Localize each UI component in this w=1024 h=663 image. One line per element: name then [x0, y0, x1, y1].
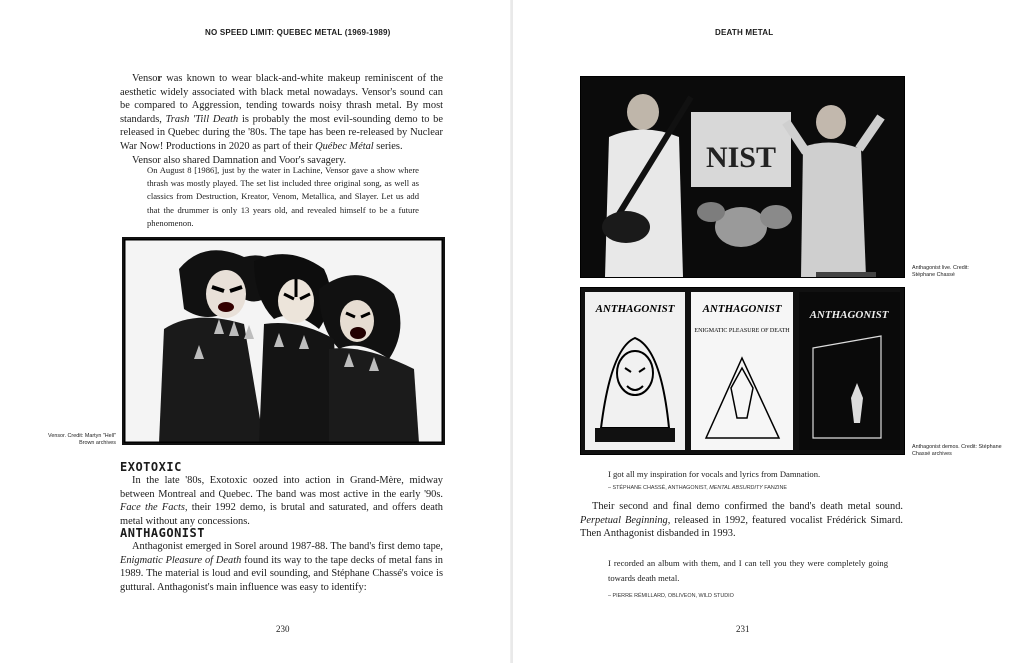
- langlois-quote: [147, 164, 419, 247]
- vensor-photo-caption: Vensor. Credit: Martyn "Hell" Brown archives: [48, 433, 116, 446]
- remillard-quote: [608, 556, 888, 603]
- chasse-quote: [608, 468, 908, 495]
- quote2-attribution: – PIERRE RÉMILLARD, OBLIVEON, WILD STUDIO: [608, 593, 734, 599]
- live-band-image: [581, 77, 904, 277]
- quote1-text: I got all my inspiration for vocals and lyrics from Damnation.: [608, 469, 821, 479]
- live-photo-caption: Anthagonist live. Credit: Stéphane Chassé: [912, 265, 969, 278]
- exotoxic-paragraph: In the late '80s, Exotoxic oozed into action in Grand-Mère, midway between Montreal and Quebec. The band was most active in the early '90s. Face the Facts, their 1992 demo, is brutal and saturated, and offers death metal without any concessions.: [120, 475, 443, 527]
- page-number-left: 230: [276, 624, 290, 634]
- cover-2-title: ENIGMATIC PLEASURE OF DEATH: [694, 328, 790, 334]
- anthagonist-text: [120, 540, 443, 594]
- anthagonist-demos-photo: [580, 287, 905, 455]
- right-paragraph: Their second and final demo confirmed the band's death metal sound. Perpetual Beginning, released in 1992, featured vocalist Frédérick Simard. Then Anthagonist disbanded in 1993.: [580, 501, 904, 540]
- intro-line-2: Vensor also shared Damnation and Voor's savagery.: [132, 154, 347, 166]
- anthagonist-paragraph: Anthagonist emerged in Sorel around 1987-88. The band's first demo tape, Enigmatic Pleasure of Death found its way to the tape decks of metal fans in 1989. The material is loud and evil sounding, and Stéphane Chassé's voice is guttural. Anthagonist's main influence was easy to identify:: [120, 541, 443, 593]
- section-title-exotoxic: EXOTOXIC: [120, 460, 182, 474]
- quote2-text: I recorded an album with them, and I can tell you they were completely going towards death metal.: [608, 558, 888, 583]
- cover-3-logo: ANTHAGONIST: [809, 309, 889, 321]
- demo-cover-2: [691, 292, 793, 450]
- vensor-band-image: [124, 239, 443, 443]
- demo-cover-3: [799, 292, 900, 450]
- running-head-left: NO SPEED LIMIT: QUEBEC METAL (1969-1989): [205, 28, 391, 37]
- quote1-attribution: – STÉPHANE CHASSÉ, ANTHAGONIST, MENTAL ABSURDITY FANZINE: [608, 485, 788, 492]
- page-number-right: 231: [736, 624, 750, 634]
- cover-2-logo: ANTHAGONIST: [702, 303, 782, 315]
- quote-text: On August 8 [1986], just by the water in Lachine, Vensor gave a show where thrash was mostly played. The set list included three original song, as well as classics from Destruction, Kreator, Venom, Metallica, and Slayer. Let us add that the drummer is only 13 years old, and revealed himself to be a future phenomenon.: [147, 165, 419, 228]
- section-title-anthagonist: ANTHAGONIST: [120, 526, 205, 540]
- intro-text: [120, 72, 443, 167]
- demos-photo-caption: Anthagonist demos. Credit: Stéphane Chassé archives: [912, 444, 1002, 457]
- demo-covers-image: [581, 288, 904, 454]
- cover-1-logo: ANTHAGONIST: [595, 303, 675, 315]
- right-page: [513, 0, 1024, 663]
- left-page: [0, 0, 511, 663]
- anthagonist-live-photo: [580, 76, 905, 278]
- intro-paragraph: Vensor was known to wear black-and-white makeup reminiscent of the aesthetic widely associated with black metal nowadays. Vensor's sound can be compared to Aggression, tending towards noisy thrash metal. By most standards, Trash 'Till Death is probably the most evil-sounding demo to be released in Quebec during the '80s. The tape has been re-released by Nuclear War Now! Productions in 2020 as part of their Québec Métal series.: [120, 73, 443, 152]
- banner-text: NIST: [705, 141, 777, 174]
- demo-cover-1: [585, 292, 685, 450]
- vensor-photo: [122, 237, 445, 445]
- exotoxic-text: [120, 474, 443, 528]
- running-head-right: DEATH METAL: [715, 28, 774, 37]
- right-body-text: [580, 500, 903, 541]
